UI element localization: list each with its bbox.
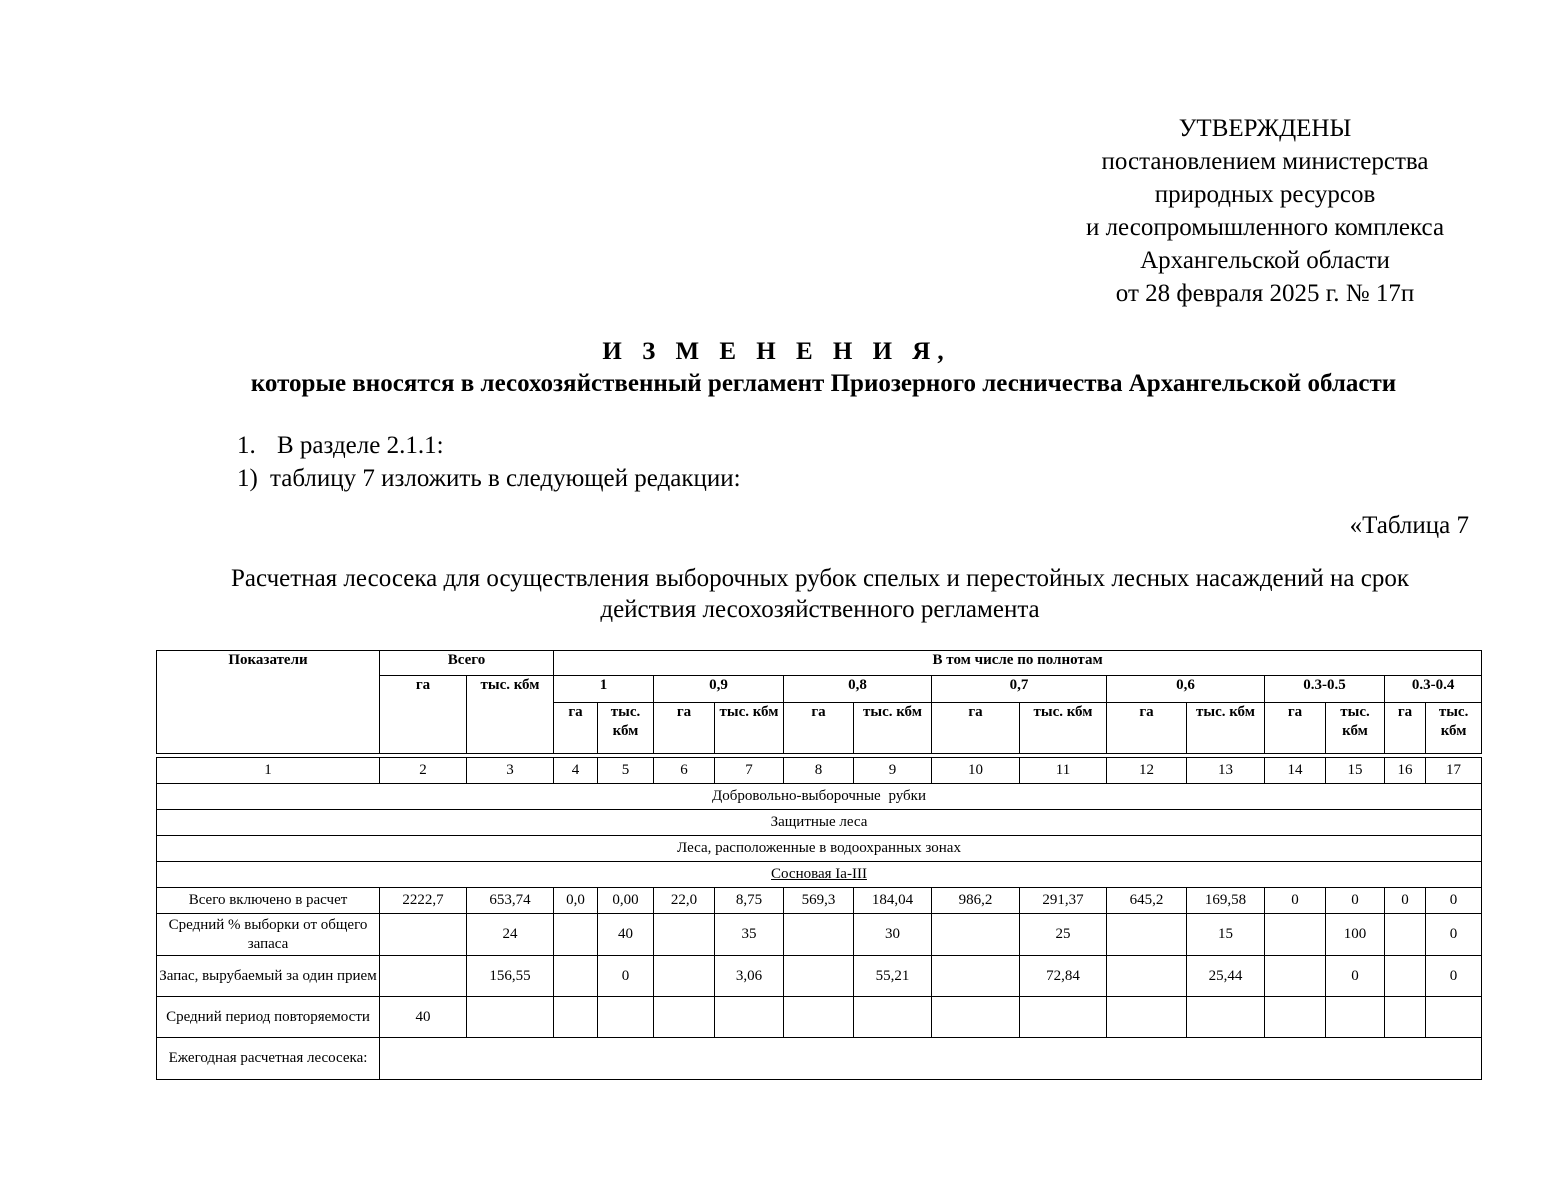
species-row bbox=[157, 862, 1482, 888]
table-cell: 24 bbox=[467, 914, 554, 956]
table-cell bbox=[784, 914, 854, 956]
table-cell: 645,2 bbox=[1107, 888, 1187, 914]
header-density: 0.3-0.4 bbox=[1385, 676, 1482, 703]
column-number: 8 bbox=[784, 758, 854, 784]
table-cell bbox=[932, 914, 1020, 956]
table-cell bbox=[784, 997, 854, 1038]
header-ha: га bbox=[1107, 703, 1187, 754]
column-number: 7 bbox=[715, 758, 784, 784]
column-number: 3 bbox=[467, 758, 554, 784]
subitem-number: 1) bbox=[237, 465, 258, 492]
table-cell bbox=[1385, 997, 1426, 1038]
header-volume: тыс. кбм bbox=[1426, 703, 1482, 754]
approval-line: Архангельской области bbox=[1140, 247, 1390, 274]
zone-row: Леса, расположенные в водоохранных зонах bbox=[157, 836, 1482, 862]
table-cell: 0 bbox=[1326, 956, 1385, 997]
header-volume: тыс. кбм bbox=[598, 703, 654, 754]
column-number: 14 bbox=[1265, 758, 1326, 784]
table-cell: 55,21 bbox=[854, 956, 932, 997]
row-label: Всего включено в расчет bbox=[157, 888, 380, 914]
table-cell: 25 bbox=[1020, 914, 1107, 956]
table-label: «Таблица 7 bbox=[1349, 512, 1469, 539]
header-volume: тыс. кбм bbox=[854, 703, 932, 754]
table-cell: 653,74 bbox=[467, 888, 554, 914]
table-cell-empty bbox=[380, 1038, 1482, 1080]
table-cell bbox=[598, 997, 654, 1038]
table-cell bbox=[554, 997, 598, 1038]
table-cell: 0 bbox=[1426, 888, 1482, 914]
table-cell bbox=[784, 956, 854, 997]
table-cell: 0 bbox=[1265, 888, 1326, 914]
header-by-density: В том числе по полнотам bbox=[554, 651, 1482, 676]
header-density: 0.3-0.5 bbox=[1265, 676, 1385, 703]
table-cell bbox=[1385, 914, 1426, 956]
column-number: 4 bbox=[554, 758, 598, 784]
column-number: 15 bbox=[1326, 758, 1385, 784]
table-cell: 0 bbox=[1426, 956, 1482, 997]
caption-line: действия лесохозяйственного регламента bbox=[600, 596, 1040, 623]
header-density: 0,8 bbox=[784, 676, 932, 703]
header-total: Всего bbox=[380, 651, 554, 676]
table-cell: 3,06 bbox=[715, 956, 784, 997]
table-row bbox=[157, 1038, 1482, 1080]
table-cell bbox=[380, 914, 467, 956]
row-label: Запас, вырубаемый за один прием bbox=[157, 956, 380, 997]
section-text: В разделе 2.1.1: bbox=[277, 432, 444, 459]
table-caption bbox=[150, 563, 1490, 625]
table-cell bbox=[1265, 997, 1326, 1038]
column-number: 12 bbox=[1107, 758, 1187, 784]
header-ha: га bbox=[654, 703, 715, 754]
table-cell bbox=[854, 997, 932, 1038]
table-cell: 22,0 bbox=[654, 888, 715, 914]
column-number: 17 bbox=[1426, 758, 1482, 784]
table-cell bbox=[467, 997, 554, 1038]
row-label: Средний период повторяемости bbox=[157, 997, 380, 1038]
header-total-volume: тыс. кбм bbox=[467, 676, 554, 754]
section-number: 1. bbox=[237, 432, 256, 459]
header-total-ha: га bbox=[380, 676, 467, 754]
table-cell: 40 bbox=[380, 997, 467, 1038]
table-cell: 2222,7 bbox=[380, 888, 467, 914]
table-row bbox=[157, 888, 1482, 914]
table-cell bbox=[380, 956, 467, 997]
row-label: Ежегодная расчетная лесосека: bbox=[157, 1038, 380, 1080]
section-row bbox=[157, 836, 1482, 862]
header-density: 0,9 bbox=[654, 676, 784, 703]
table-cell: 169,58 bbox=[1187, 888, 1265, 914]
table-header bbox=[156, 650, 1482, 754]
approval-line: постановлением министерства bbox=[1101, 148, 1429, 175]
header-volume: тыс. кбм bbox=[1187, 703, 1265, 754]
table-cell: 35 bbox=[715, 914, 784, 956]
table-cell: 0 bbox=[1385, 888, 1426, 914]
table-cell bbox=[932, 956, 1020, 997]
table-cell: 0 bbox=[1326, 888, 1385, 914]
document-subtitle: которые вносятся в лесохозяйственный регламент Приозерного лесничества Архангельской области bbox=[250, 370, 1397, 397]
table-cell bbox=[1187, 997, 1265, 1038]
table-cell bbox=[554, 956, 598, 997]
table-cell bbox=[1426, 997, 1482, 1038]
table-cell: 569,3 bbox=[784, 888, 854, 914]
table-cell bbox=[654, 956, 715, 997]
header-ha: га bbox=[554, 703, 598, 754]
table-cell: 986,2 bbox=[932, 888, 1020, 914]
header-indicators: Показатели bbox=[157, 651, 380, 754]
table-cell: 8,75 bbox=[715, 888, 784, 914]
approval-line: УТВЕРЖДЕНЫ bbox=[1178, 115, 1352, 142]
table-cell bbox=[715, 997, 784, 1038]
table-row bbox=[157, 956, 1482, 997]
table-cell bbox=[932, 997, 1020, 1038]
header-volume: тыс. кбм bbox=[715, 703, 784, 754]
table-cell bbox=[654, 914, 715, 956]
header-ha: га bbox=[1265, 703, 1326, 754]
table-cell bbox=[1265, 956, 1326, 997]
table-cell: 184,04 bbox=[854, 888, 932, 914]
approval-stamp bbox=[1040, 112, 1490, 310]
column-number: 6 bbox=[654, 758, 715, 784]
section-row bbox=[157, 862, 1482, 888]
row-label: Средний % выборки от общего запаса bbox=[157, 914, 380, 956]
table-cell: 30 bbox=[854, 914, 932, 956]
column-number: 10 bbox=[932, 758, 1020, 784]
section-row bbox=[157, 810, 1482, 836]
column-number-row bbox=[157, 758, 1482, 784]
column-number: 9 bbox=[854, 758, 932, 784]
approval-line: и лесопромышленного комплекса bbox=[1085, 214, 1445, 241]
header-ha: га bbox=[1385, 703, 1426, 754]
header-density: 0,7 bbox=[932, 676, 1107, 703]
document-heading bbox=[0, 336, 1553, 400]
table-cell bbox=[1385, 956, 1426, 997]
table-cell: 0,0 bbox=[554, 888, 598, 914]
table-cell bbox=[1107, 997, 1187, 1038]
header-ha: га bbox=[784, 703, 854, 754]
species-label: Сосновая Ia-III bbox=[771, 866, 867, 882]
table-cell bbox=[1020, 997, 1107, 1038]
table-cell bbox=[654, 997, 715, 1038]
header-density: 0,6 bbox=[1107, 676, 1265, 703]
table-cell bbox=[1107, 956, 1187, 997]
header-volume: тыс. кбм bbox=[1326, 703, 1385, 754]
table-body bbox=[156, 757, 1482, 1080]
forest-category-row: Защитные леса bbox=[157, 810, 1482, 836]
table-cell: 15 bbox=[1187, 914, 1265, 956]
table-row bbox=[157, 914, 1482, 956]
table-cell: 100 bbox=[1326, 914, 1385, 956]
header-volume: тыс. кбм bbox=[1020, 703, 1107, 754]
table-cell: 291,37 bbox=[1020, 888, 1107, 914]
table-cell bbox=[554, 914, 598, 956]
document-title: И З М Е Н Е Н И Я, bbox=[602, 338, 951, 365]
column-number: 16 bbox=[1385, 758, 1426, 784]
column-number: 5 bbox=[598, 758, 654, 784]
header-ha: га bbox=[932, 703, 1020, 754]
table-cell bbox=[1326, 997, 1385, 1038]
approval-line: природных ресурсов bbox=[1154, 181, 1376, 208]
column-number: 11 bbox=[1020, 758, 1107, 784]
column-number: 1 bbox=[157, 758, 380, 784]
cutting-type-row: Добровольно-выборочные рубки bbox=[157, 784, 1482, 810]
section-row bbox=[157, 784, 1482, 810]
table-cell: 0 bbox=[1426, 914, 1482, 956]
table-cell: 156,55 bbox=[467, 956, 554, 997]
table-cell: 0 bbox=[598, 956, 654, 997]
column-number: 2 bbox=[380, 758, 467, 784]
subitem-text: таблицу 7 изложить в следующей редакции: bbox=[270, 465, 741, 492]
table-cell: 25,44 bbox=[1187, 956, 1265, 997]
header-density: 1 bbox=[554, 676, 654, 703]
table-cell bbox=[1107, 914, 1187, 956]
approval-line: от 28 февраля 2025 г. № 17п bbox=[1115, 280, 1415, 307]
table-cell: 40 bbox=[598, 914, 654, 956]
column-number: 13 bbox=[1187, 758, 1265, 784]
table-cell bbox=[1265, 914, 1326, 956]
caption-line: Расчетная лесосека для осуществления выборочных рубок спелых и перестойных лесных насаждений на срок bbox=[231, 565, 1409, 592]
table-row bbox=[157, 997, 1482, 1038]
table-cell: 0,00 bbox=[598, 888, 654, 914]
table-cell: 72,84 bbox=[1020, 956, 1107, 997]
